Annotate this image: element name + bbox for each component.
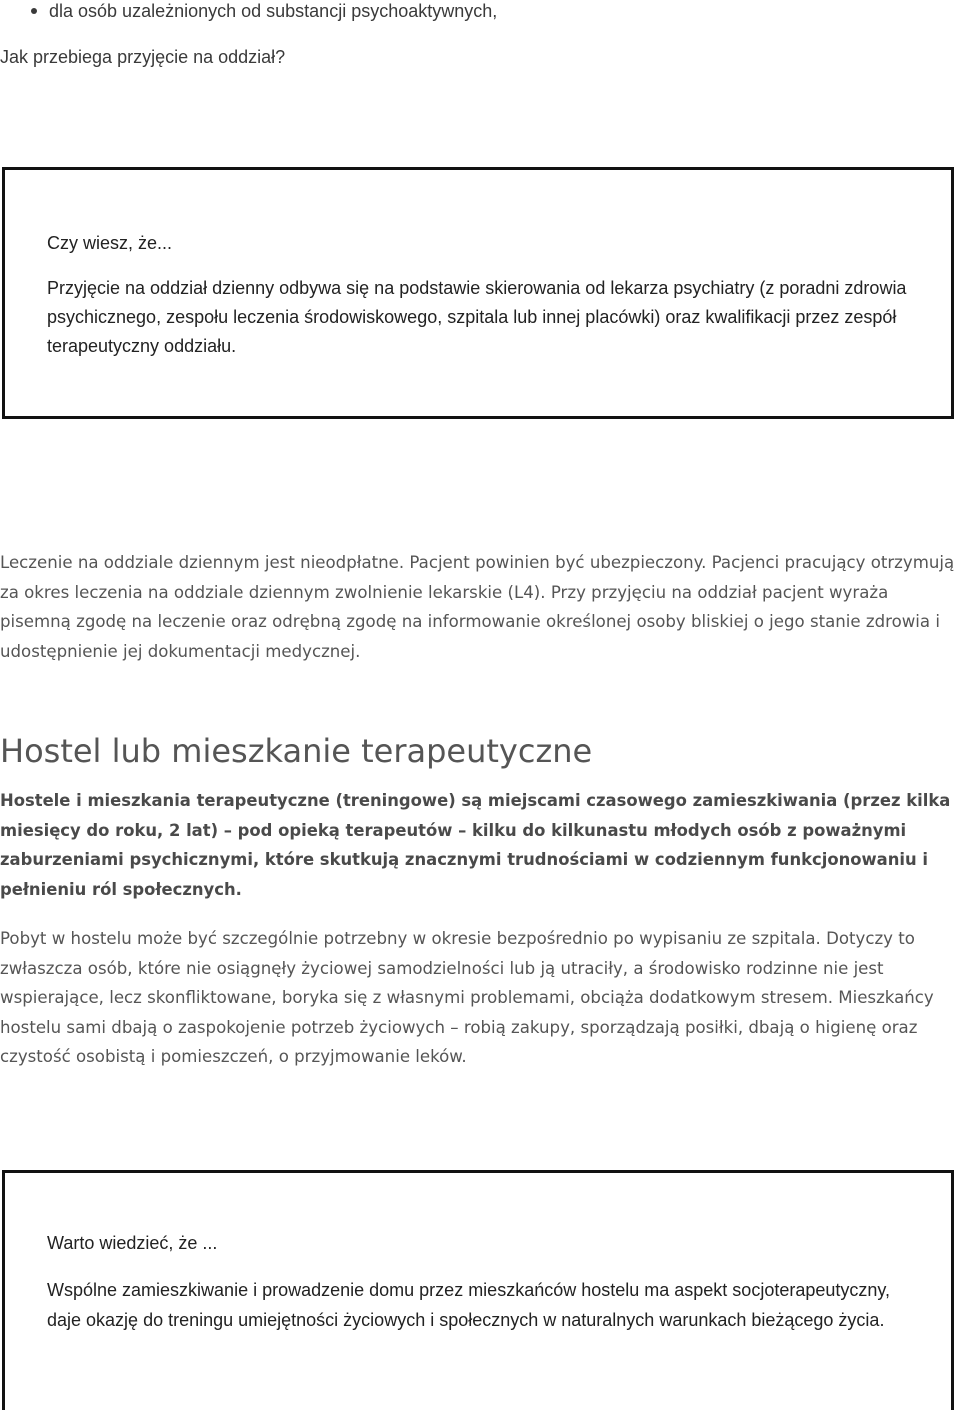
- info-box-title: Czy wiesz, że...: [47, 233, 173, 253]
- info-box-text: Wspólne zamieszkiwanie i prowadzenie domu przez mieszkańców hostelu ma aspekt socjoterapeutyczny, daje okazję do treningu umiejętności życiowych i społecznych w naturalnych warunkach bieżącego życia.: [47, 1280, 891, 1330]
- section-question: Jak przebiega przyjęcie na oddział?: [0, 47, 286, 67]
- admission-paragraph: Leczenie na oddziale dziennym jest nieodpłatne. Pacjent powinien być ubezpieczony. Pacjenci pracujący otrzymują za okres leczenia na oddziale dziennym zwolnienie lekarskie (L4). Przy przyjęciu na oddział pacjent wyraża pisemną zgodę na leczenie oraz odrębną zgodę na informowanie określonej osoby bliskiej o jego stanie zdrowia i udostępnienie jej dokumentacji medycznej.: [0, 553, 955, 661]
- bullet-list-item: [31, 0, 497, 22]
- info-box-text: Przyjęcie na oddział dzienny odbywa się na podstawie skierowania od lekarza psychiatry (z poradni zdrowia psychicznego, zespołu leczenia środowiskowego, szpitala lub innej placówki) oraz kwalifikacji przez zespół terapeutyczny oddziału.: [47, 278, 907, 356]
- info-box-worth-knowing: [2, 1170, 954, 1410]
- section-heading-hostel: Hostel lub mieszkanie terapeutyczne: [0, 732, 593, 770]
- bullet-text: dla osób uzależnionych od substancji psychoaktywnych,: [49, 1, 498, 21]
- info-box-title: Warto wiedzieć, że ...: [47, 1233, 218, 1253]
- info-box-did-you-know: [2, 167, 954, 419]
- hostel-intro-paragraph: Hostele i mieszkania terapeutyczne (treningowe) są miejscami czasowego zamieszkiwania (przez kilka miesięcy do roku, 2 lat) – pod opieką terapeutów – kilku do kilkunastu młodych osób z poważnymi zaburzeniami psychicznymi, które skutkują znacznymi trudnościami w codziennym funkcjonowaniu i pełnieniu ról społecznych.: [0, 791, 951, 899]
- hostel-paragraph: Pobyt w hostelu może być szczególnie potrzebny w okresie bezpośrednio po wypisaniu ze szpitala. Dotyczy to zwłaszcza osób, które nie osiągnęły życiowej samodzielności lub ją utraciły, a środowisko rodzinne nie jest wspierające, lecz skonfliktowane, boryka się z własnymi problemami, obciąża dodatkowym stresem. Mieszkańcy hostelu sami dbają o zaspokojenie potrzeb życiowych – robią zakupy, sporządzają posiłki, dbają o higienę oraz czystość osobistą i pomieszczeń, o przyjmowanie leków.: [0, 929, 934, 1067]
